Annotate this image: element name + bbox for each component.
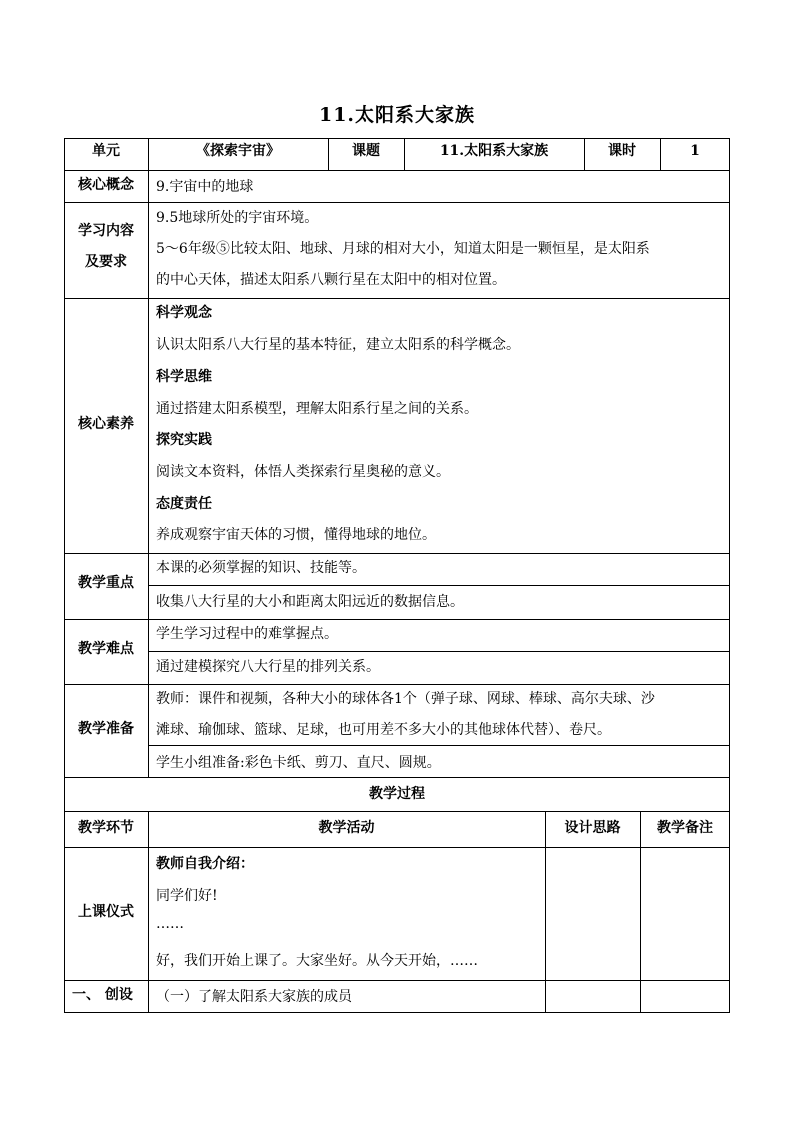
process-title: 教学过程 <box>369 786 425 802</box>
preparation-line: 滩球、瑜伽球、篮球、足球，也可用差不多大小的其他球体代替）、卷尺。 <box>156 722 611 738</box>
column-divider <box>148 138 149 777</box>
preparation-line: 教师：课件和视频，各种大小的球体各1个（弹子球、网球、棒球、高尔夫球、沙 <box>156 691 655 707</box>
column-divider <box>148 811 149 1013</box>
process-col-notes: 教学备注 <box>657 820 713 836</box>
ceremony-line: …… <box>156 916 184 932</box>
row-divider <box>64 202 730 203</box>
row-divider <box>64 811 730 812</box>
learning-label-1: 学习内容 <box>78 223 134 239</box>
difficulties-label: 教学难点 <box>78 641 134 657</box>
unit-label: 单元 <box>92 143 120 159</box>
literacy-heading: 科学思维 <box>156 369 212 385</box>
preparation-label: 教学准备 <box>78 721 134 737</box>
row-divider <box>64 980 730 981</box>
row-divider <box>148 585 730 586</box>
literacy-text: 养成观察宇宙天体的习惯，懂得地球的地位。 <box>156 527 436 543</box>
literacy-heading: 态度责任 <box>156 496 212 512</box>
row-divider <box>64 684 730 685</box>
process-col-design: 设计思路 <box>564 820 621 836</box>
literacy-text: 通过搭建太阳系模型，理解太阳系行星之间的关系。 <box>156 401 478 417</box>
literacy-label: 核心素养 <box>78 416 134 432</box>
core-concept-label: 核心概念 <box>78 177 134 193</box>
learning-line: 的中心天体，描述太阳系八颗行星在太阳中的相对位置。 <box>156 272 506 288</box>
row-divider <box>64 170 730 171</box>
row-divider <box>64 847 730 848</box>
period-label: 课时 <box>608 143 636 159</box>
column-divider <box>640 811 641 1013</box>
row-divider <box>64 619 730 620</box>
row-divider <box>148 651 730 652</box>
process-col-stage: 教学环节 <box>78 820 134 836</box>
lesson-value: 11.太阳系大家族 <box>439 143 549 159</box>
learning-label-2: 及要求 <box>85 254 127 270</box>
row-divider <box>64 777 730 778</box>
core-concept-value: 9.宇宙中的地球 <box>156 179 254 195</box>
literacy-heading: 科学观念 <box>156 305 212 321</box>
key-points-label: 教学重点 <box>78 575 134 591</box>
key-points-line: 本课的必须掌握的知识、技能等。 <box>156 560 366 576</box>
period-value: 1 <box>690 143 700 159</box>
difficulties-line: 通过建模探究八大行星的排列关系。 <box>156 659 380 675</box>
ceremony-line: 同学们好! <box>156 888 218 904</box>
learning-line: 9.5地球所处的宇宙环境。 <box>156 210 319 226</box>
section-one-line: （一）了解太阳系大家族的成员 <box>156 989 352 1005</box>
row-divider <box>64 298 730 299</box>
literacy-heading: 探究实践 <box>156 432 212 448</box>
lesson-label: 课题 <box>352 143 380 159</box>
unit-value: 《探索宇宙》 <box>196 143 280 159</box>
learning-line: 5～6年级⑤比较太阳、地球、月球的相对大小，知道太阳是一颗恒星，是太阳系 <box>156 241 650 257</box>
ceremony-line: 好，我们开始上课了。大家坐好。从今天开始，…… <box>156 953 478 969</box>
key-points-line: 收集八大行星的大小和距离太阳远近的数据信息。 <box>156 594 464 610</box>
section-one-label: 一、 创设 <box>72 987 133 1003</box>
row-divider <box>64 553 730 554</box>
ceremony-label: 上课仪式 <box>78 904 134 920</box>
column-divider <box>545 811 546 1013</box>
document-title: 11.太阳系大家族 <box>318 104 476 126</box>
process-col-activity: 教学活动 <box>318 820 375 836</box>
literacy-text: 阅读文本资料，体悟人类探索行星奥秘的意义。 <box>156 464 450 480</box>
literacy-text: 认识太阳系八大行星的基本特征，建立太阳系的科学概念。 <box>156 337 520 353</box>
difficulties-line: 学生学习过程中的难掌握点。 <box>156 626 338 642</box>
preparation-line: 学生小组准备:彩色卡纸、剪刀、直尺、圆规。 <box>156 755 441 771</box>
ceremony-line: 教师自我介绍： <box>156 856 254 872</box>
row-divider <box>148 745 730 746</box>
